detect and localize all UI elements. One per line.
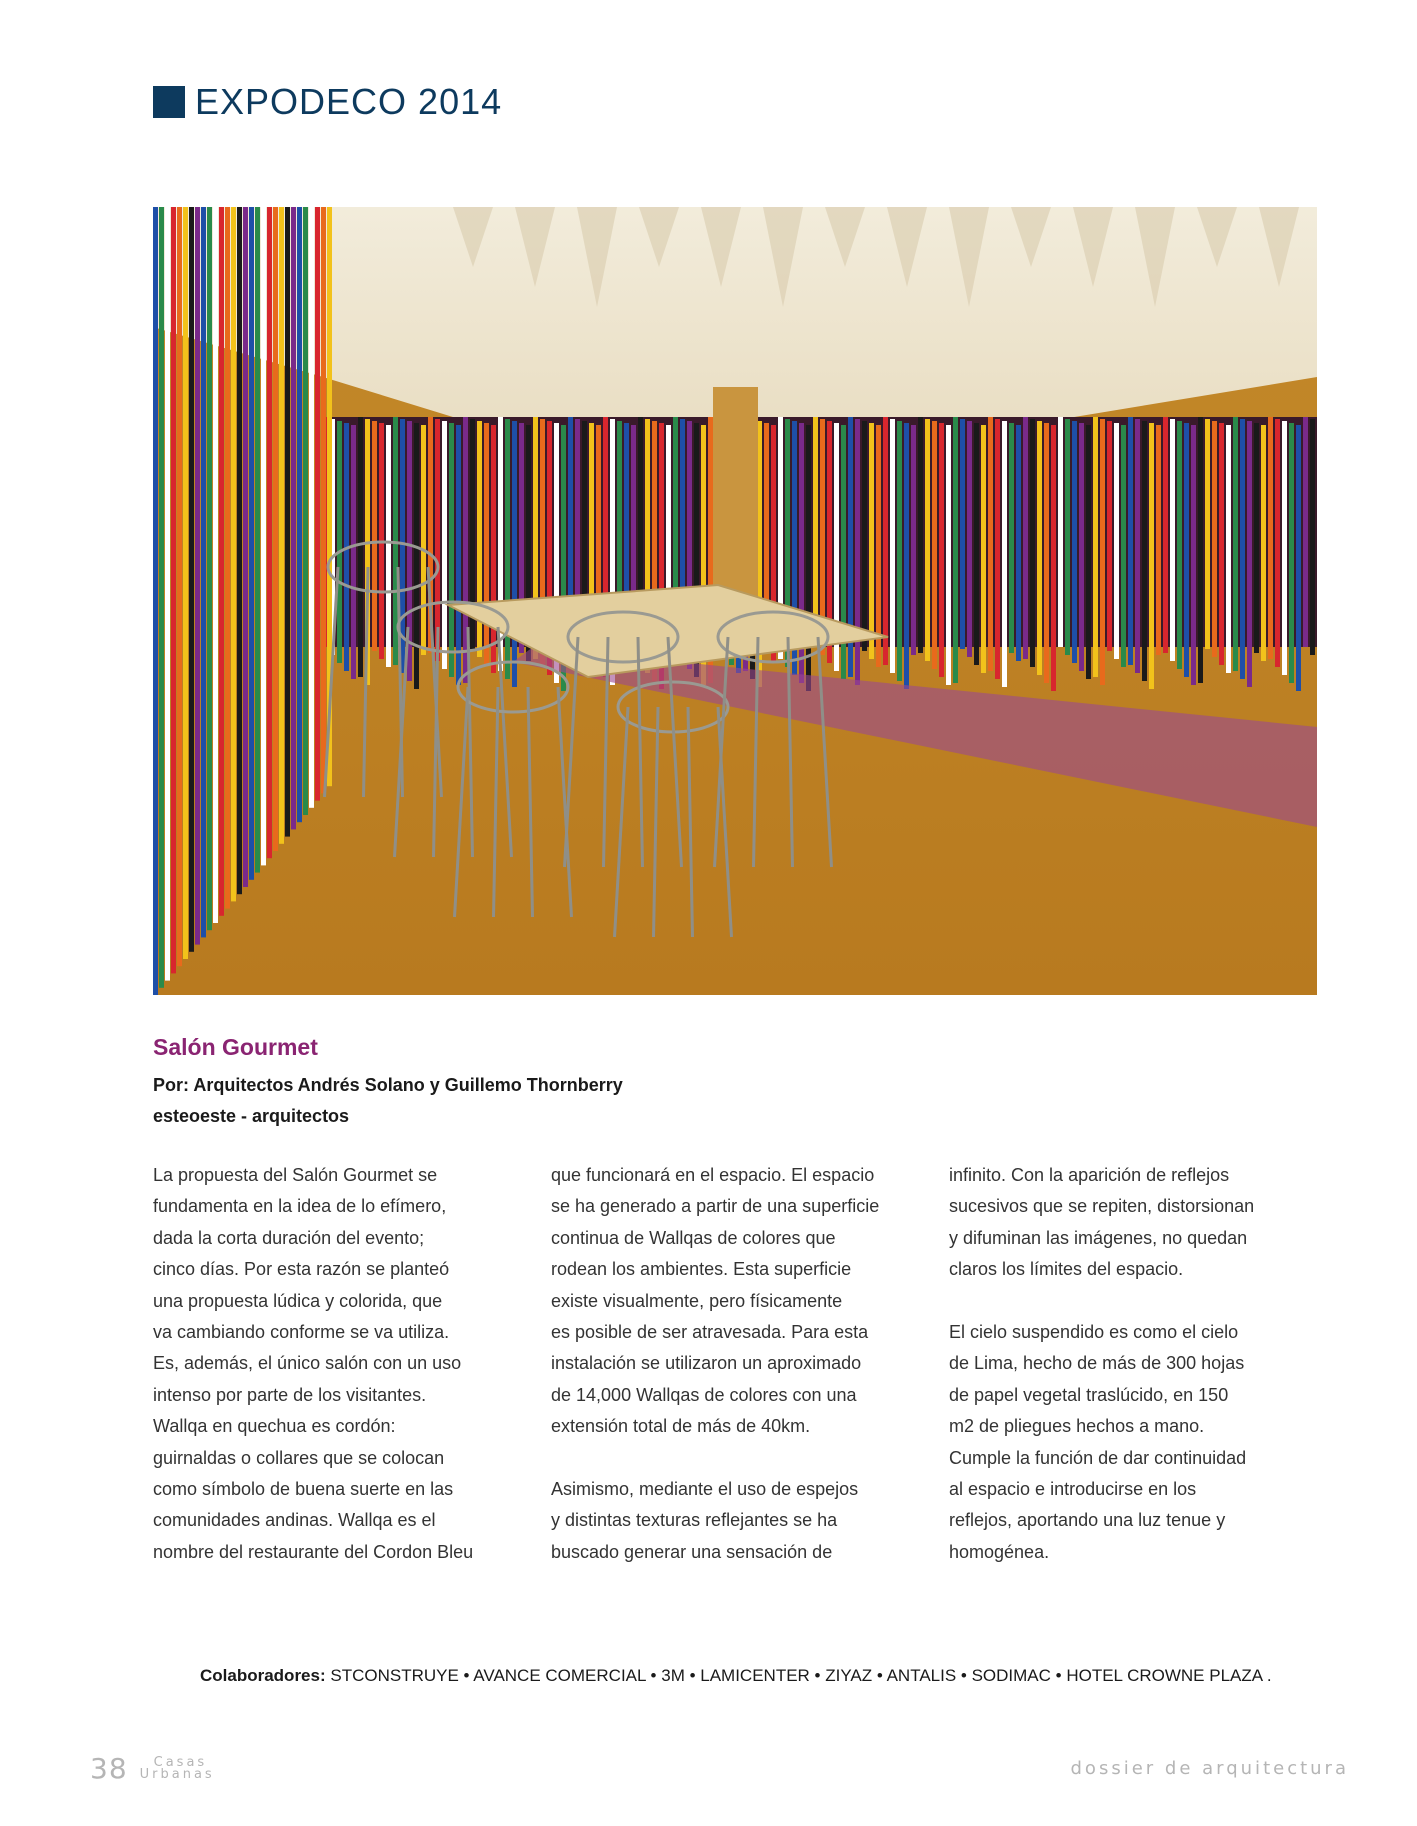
body-text-line: como símbolo de buena suerte en las xyxy=(153,1479,454,1500)
ribbon-stripe xyxy=(1163,417,1168,653)
body-text-line: sucesivos que se repiten, distorsionan xyxy=(949,1196,1255,1217)
magazine-logo xyxy=(139,1754,215,1782)
body-text-line: reflejos, aportando una luz tenue y xyxy=(949,1510,1226,1531)
ribbon-stripe xyxy=(309,207,314,808)
ribbon-stripe xyxy=(974,423,979,665)
ribbon-stripe xyxy=(939,423,944,677)
body-text-line: y distintas texturas reflejantes se ha xyxy=(551,1510,838,1531)
ribbon-stripe xyxy=(1170,419,1175,661)
ribbon-stripe xyxy=(201,207,206,937)
body-text-line: continua de Wallqas de colores que xyxy=(551,1227,836,1248)
body-text-line: intenso por parte de los visitantes. xyxy=(153,1384,427,1405)
ribbon-stripe xyxy=(273,207,278,851)
body-text-line: de Lima, hecho de más de 300 hojas xyxy=(949,1353,1245,1374)
ribbon-stripe xyxy=(1303,417,1308,647)
ribbon-stripe xyxy=(967,421,972,657)
ribbon-stripe xyxy=(1037,421,1042,675)
section-name: dossier de arquitectura xyxy=(1070,1758,1349,1779)
body-text-line: infinito. Con la aparición de reflejos xyxy=(949,1165,1230,1185)
byline-studio: esteoeste - arquitectos xyxy=(153,1106,350,1126)
ribbon-stripe xyxy=(1065,419,1070,655)
ribbon-stripe xyxy=(1177,421,1182,669)
body-text-line: Wallqa en quechua es cordón: xyxy=(153,1416,396,1437)
ribbon-stripe xyxy=(1156,425,1161,655)
ribbon-stripe xyxy=(159,207,164,988)
body-text-line: Cumple la función de dar continuidad xyxy=(949,1447,1247,1468)
ribbon-stripe xyxy=(1310,419,1315,655)
ribbon-stripe xyxy=(1212,421,1217,657)
ribbon-stripe xyxy=(1296,425,1301,691)
collaborators-names: STCONSTRUYE • AVANCE COMERCIAL • 3M • LAMICENTER • ZIYAZ • ANTALIS • SODIMAC • HOTEL CROWNE PLAZA . xyxy=(330,1666,1272,1685)
interior-photo xyxy=(153,207,1317,995)
body-text-line: al espacio e introducirse en los xyxy=(949,1479,1197,1500)
ribbon-stripe xyxy=(1219,423,1224,665)
ribbon-stripe xyxy=(351,425,356,679)
byline-authors: Por: Arquitectos Andrés Solano y Guillemo Thornberry xyxy=(153,1075,623,1095)
body-text-line: rodean los ambientes. Esta superficie xyxy=(551,1259,852,1280)
ribbon-stripe xyxy=(267,207,272,858)
ribbon-stripe xyxy=(303,207,308,815)
ribbon-stripe xyxy=(213,207,218,923)
ribbon-stripe xyxy=(1051,425,1056,691)
body-text-line: se ha generado a partir de una superficie xyxy=(551,1196,880,1217)
ribbon-stripe xyxy=(1002,421,1007,687)
ribbon-stripe xyxy=(237,207,242,894)
brand-bottom: Urbanas xyxy=(139,1766,215,1782)
body-text-line: una propuesta lúdica y colorida, que xyxy=(153,1290,443,1311)
ribbon-stripe xyxy=(435,419,440,661)
ribbon-stripe xyxy=(225,207,230,909)
body-text-line: nombre del restaurante del Cordon Bleu xyxy=(153,1541,474,1562)
ribbon-stripe xyxy=(995,419,1000,679)
body-text-line: guirnaldas o collares que se colocan xyxy=(153,1447,445,1468)
ribbon-stripe xyxy=(1254,423,1259,653)
ribbon-stripe xyxy=(207,207,212,930)
ribbon-stripe xyxy=(386,425,391,667)
ribbon-stripe xyxy=(1226,425,1231,673)
ribbon-stripe xyxy=(1205,419,1210,649)
ribbon-stripe xyxy=(960,419,965,649)
ribbon-stripe xyxy=(315,207,320,801)
ribbon-stripe xyxy=(255,207,260,873)
ribbon-stripe xyxy=(189,207,194,952)
ribbon-stripe xyxy=(1191,425,1196,685)
ribbon-stripe xyxy=(806,425,811,691)
ribbon-stripe xyxy=(953,417,958,683)
ribbon-stripe xyxy=(876,425,881,667)
ribbon-stripe xyxy=(414,423,419,689)
collaborators-line xyxy=(200,1666,1272,1686)
ribbon-stripe xyxy=(456,425,461,685)
ribbon-stripe xyxy=(1079,423,1084,671)
ribbon-stripe xyxy=(1275,419,1280,667)
page-title: EXPODECO 2014 xyxy=(195,81,503,122)
ribbon-stripe xyxy=(195,207,200,945)
ribbon-stripe xyxy=(813,417,818,647)
ribbon-stripe xyxy=(1128,417,1133,665)
page-header xyxy=(153,82,502,122)
ribbon-stripe xyxy=(484,423,489,665)
ribbon-stripe xyxy=(249,207,254,880)
ribbon-stripe xyxy=(177,207,182,966)
ribbon-stripe xyxy=(372,421,377,651)
footer-left xyxy=(90,1752,215,1785)
ribbon-stripe xyxy=(1100,419,1105,685)
ribbon-stripe xyxy=(231,207,236,901)
page-number: 38 xyxy=(90,1752,128,1785)
ribbon-stripe xyxy=(291,207,296,829)
body-text-line: Es, además, el único salón con un uso xyxy=(153,1353,462,1374)
brand-top: Casas xyxy=(153,1754,208,1770)
ribbon-stripe xyxy=(1086,425,1091,679)
body-text-line: existe visualmente, pero físicamente xyxy=(551,1290,843,1311)
ribbon-stripe xyxy=(1149,423,1154,689)
ribbon-stripe xyxy=(183,207,188,959)
body-text-line: va cambiando conforme se va utiliza. xyxy=(153,1322,450,1343)
ribbon-stripe xyxy=(897,421,902,681)
ribbon-stripe xyxy=(1107,421,1112,651)
ribbon-stripe xyxy=(261,207,266,865)
ribbon-stripe xyxy=(1247,421,1252,687)
text-column-3 xyxy=(949,1160,1299,1568)
ribbon-stripe xyxy=(219,207,224,916)
ribbon-stripe xyxy=(904,423,909,689)
body-text-line: extensión total de más de 40km. xyxy=(551,1416,811,1437)
header-square-icon xyxy=(153,86,185,118)
ribbon-stripe xyxy=(932,421,937,669)
ribbon-stripe xyxy=(988,417,993,671)
article-title: Salón Gourmet xyxy=(153,1034,318,1060)
ribbon-stripe xyxy=(505,419,510,679)
ribbon-stripe xyxy=(442,421,447,669)
ribbon-stripe xyxy=(918,417,923,653)
body-text-line: de papel vegetal traslúcido, en 150 xyxy=(949,1384,1229,1405)
ribbon-stripe xyxy=(981,425,986,673)
ribbon-stripe xyxy=(1016,425,1021,661)
ribbon-stripe xyxy=(1009,423,1014,653)
ribbon-stripe xyxy=(1135,419,1140,673)
ribbon-stripe xyxy=(337,421,342,663)
ribbon-stripe xyxy=(1282,421,1287,675)
text-column-2 xyxy=(551,1160,901,1568)
ribbon-stripe xyxy=(171,207,176,973)
paragraph-gap xyxy=(551,1443,901,1474)
collaborators-label: Colaboradores: xyxy=(200,1666,326,1685)
ribbon-stripe xyxy=(1058,417,1063,647)
ribbon-stripe xyxy=(165,207,170,981)
ribbon-stripe xyxy=(512,421,517,687)
ribbon-stripe xyxy=(890,419,895,673)
ribbon-stripe xyxy=(449,423,454,677)
body-text-line: comunidades andinas. Wallqa es el xyxy=(153,1510,436,1531)
body-text-line: m2 de pliegues hechos a mano. xyxy=(949,1416,1205,1437)
ribbon-stripe xyxy=(358,417,363,677)
ribbon-stripe xyxy=(1093,417,1098,677)
ribbon-stripe xyxy=(279,207,284,844)
body-text-line: de 14,000 Wallqas de colores con una xyxy=(551,1384,857,1405)
paragraph-gap xyxy=(949,1286,1299,1317)
ribbon-stripe xyxy=(862,421,867,651)
ribbon-stripe xyxy=(1142,421,1147,681)
ribbon-stripe xyxy=(1030,419,1035,667)
article-byline xyxy=(153,1070,623,1132)
body-text-line: Asimismo, mediante el uso de espejos xyxy=(551,1479,859,1500)
body-text-line: homogénea. xyxy=(949,1541,1050,1562)
text-column-1 xyxy=(153,1160,503,1568)
ribbon-stripe xyxy=(1023,417,1028,659)
ribbon-stripe xyxy=(297,207,302,822)
ribbon-stripe xyxy=(869,423,874,659)
body-text-line: dada la corta duración del evento; xyxy=(153,1227,425,1248)
ribbon-stripe xyxy=(321,207,326,793)
body-text-line: y difuminan las imágenes, no quedan xyxy=(949,1227,1248,1248)
ribbon-stripe xyxy=(285,207,290,837)
body-text-line: es posible de ser atravesada. Para esta xyxy=(551,1322,869,1343)
ribbon-stripe xyxy=(925,419,930,661)
body-text-line: instalación se utilizaron un aproximado xyxy=(551,1353,862,1374)
ribbon-stripe xyxy=(1184,423,1189,677)
ribbon-stripe xyxy=(1121,425,1126,667)
body-text-line: El cielo suspendido es como el cielo xyxy=(949,1322,1239,1343)
ribbon-stripe xyxy=(421,425,426,655)
ribbon-stripe xyxy=(1198,417,1203,683)
ribbon-stripe xyxy=(1044,423,1049,683)
body-text-line: fundamenta en la idea de lo efímero, xyxy=(153,1196,447,1217)
ribbon-stripe xyxy=(855,419,860,685)
ribbon-stripe xyxy=(911,425,916,655)
body-text-line: que funcionará en el espacio. El espacio xyxy=(551,1165,875,1185)
ribbon-stripe xyxy=(1268,417,1273,659)
ribbon-stripe xyxy=(153,207,158,995)
ribbon-stripe xyxy=(1072,421,1077,663)
ribbon-stripe xyxy=(1240,419,1245,679)
ribbon-stripe xyxy=(1114,423,1119,659)
body-text-line: claros los límites del espacio. xyxy=(949,1259,1184,1280)
ribbon-stripe xyxy=(491,425,496,673)
ribbon-stripe xyxy=(1289,423,1294,683)
body-text-line: buscado generar una sensación de xyxy=(551,1541,833,1562)
body-text-line: cinco días. Por esta razón se planteó xyxy=(153,1259,450,1280)
ribbon-stripe xyxy=(1261,425,1266,661)
body-text-line: La propuesta del Salón Gourmet se xyxy=(153,1165,438,1185)
ribbon-stripe xyxy=(883,417,888,665)
ribbon-stripe xyxy=(946,425,951,685)
ribbon-stripe xyxy=(243,207,248,887)
ribbon-stripe xyxy=(1233,417,1238,671)
